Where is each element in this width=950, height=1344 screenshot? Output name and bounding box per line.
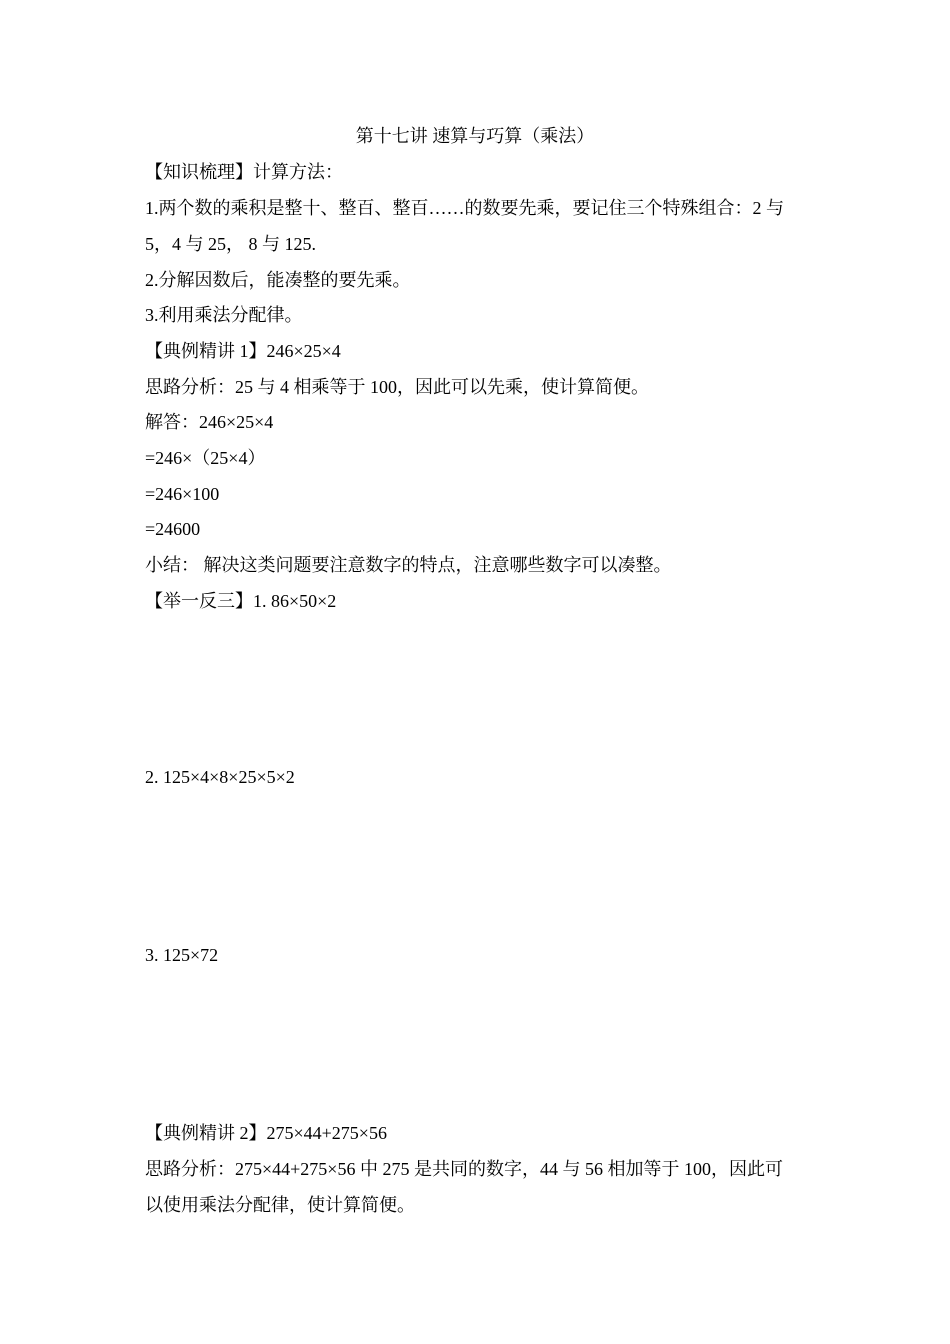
example-1-step-3: =24600 [145,519,201,539]
method-item-2: 2.分解因数后，能凑整的要先乘。 [145,270,411,290]
method-item-1: 1.两个数的乘积是整十、整百、整百……的数要先乘，要记住三个特殊组合：2 与 [145,198,784,218]
page-title: 第十七讲 速算与巧算（乘法） [355,126,595,146]
example-1-analysis: 思路分析：25 与 4 相乘等于 100，因此可以先乘，使计算简便。 [145,377,649,397]
section-heading-knowledge: 【知识梳理】计算方法： [145,162,343,182]
method-item-1-continued: 5，4 与 25， 8 与 125. [145,234,316,254]
example-2-analysis: 思路分析：275×44+275×56 中 275 是共同的数字，44 与 56 相加等于 100，因此可 [145,1159,783,1179]
example-1-summary: 小结： 解决这类问题要注意数字的特点，注意哪些数字可以凑整。 [145,555,672,575]
example-2-analysis-continued: 以使用乘法分配律，使计算简便。 [145,1195,415,1215]
practice-2: 2. 125×4×8×25×5×2 [145,767,295,787]
practice-3: 3. 125×72 [145,945,219,965]
example-1-answer: 解答：246×25×4 [145,412,274,432]
example-1-heading: 【典例精讲 1】246×25×4 [145,341,341,361]
example-2-heading: 【典例精讲 2】275×44+275×56 [145,1123,387,1143]
example-1-step-2: =246×100 [145,484,220,504]
practice-1: 【举一反三】1. 86×50×2 [145,591,337,611]
example-1-step-1: =246×（25×4） [145,448,266,468]
method-item-3: 3.利用乘法分配律。 [145,305,303,325]
